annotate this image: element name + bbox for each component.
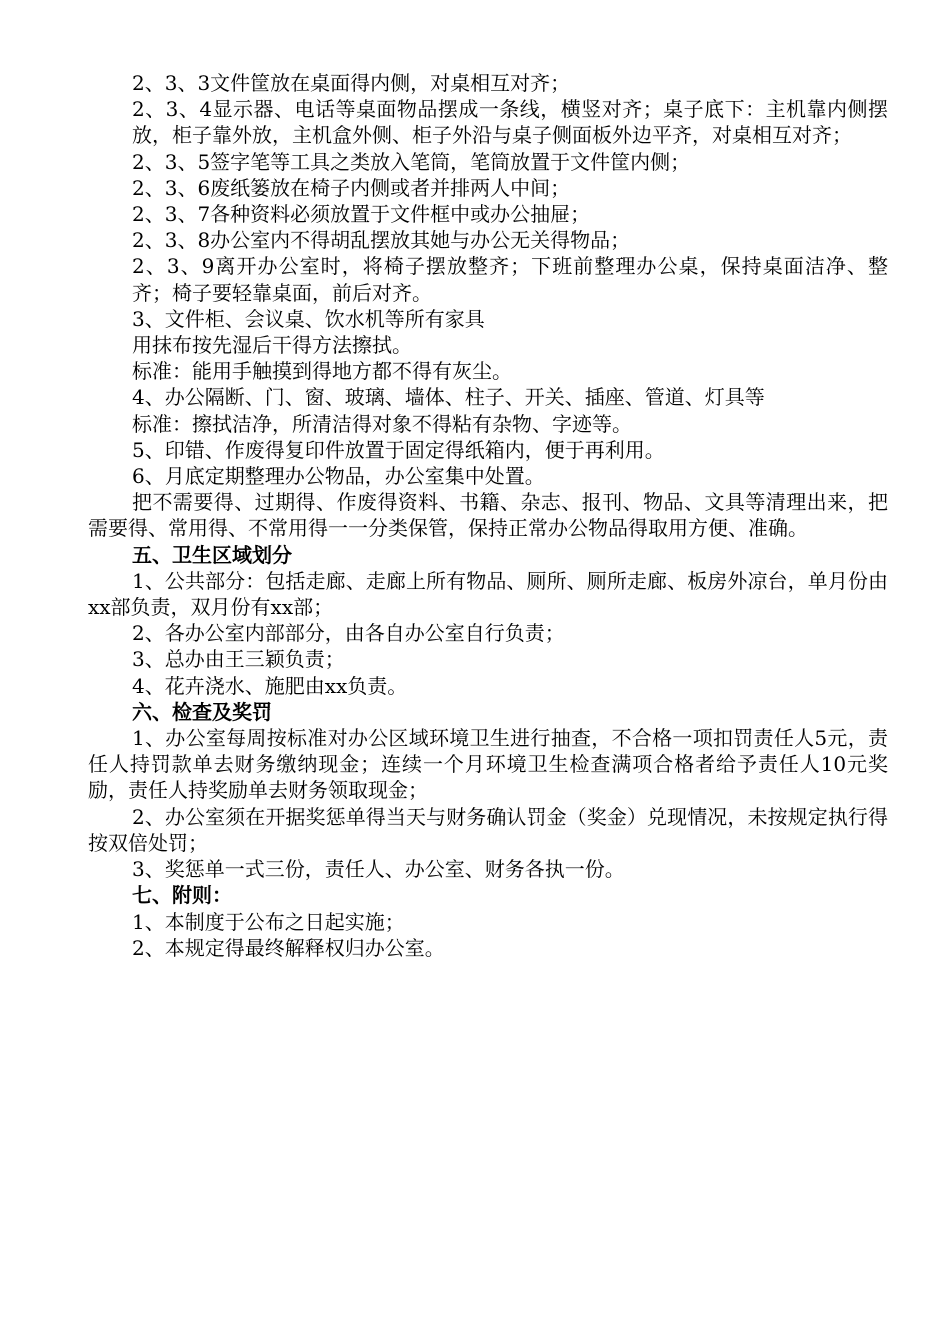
paragraph-standard-clean: 标准：擦拭洁净，所清洁得对象不得粘有杂物、字迹等。 bbox=[132, 411, 632, 436]
paragraph-6-monthly: 6、月底定期整理办公物品，办公室集中处置。 bbox=[132, 464, 545, 489]
paragraph-4-partitions: 4、办公隔断、门、窗、玻璃、墙体、柱子、开关、插座、管道、灯具等 bbox=[132, 385, 765, 410]
paragraph-2-3-9: 2、3、9离开办公室时，将椅子摆放整齐；下班前整理办公桌，保持桌面洁净、整齐；椅子要轻靠桌面，前后对齐。 bbox=[132, 254, 888, 305]
paragraph-3-furniture: 3、文件柜、会议桌、饮水机等所有家具 bbox=[132, 306, 485, 331]
paragraph-general-office: 3、总办由王三颖负责； bbox=[132, 647, 345, 672]
paragraph-2-3-5: 2、3、5签字笔等工具之类放入笔筒，笔筒放置于文件筐内侧； bbox=[132, 149, 691, 174]
paragraph-public-area: 1、公共部分：包括走廊、走廊上所有物品、厕所、厕所走廊、板房外凉台，单月份由xx部负责，双月份有xx部； bbox=[88, 568, 888, 620]
paragraph-effective-date: 1、本制度于公布之日起实施； bbox=[132, 909, 405, 934]
document-page bbox=[88, 70, 888, 961]
heading-section-6: 六、检查及奖罚 bbox=[132, 699, 272, 724]
paragraph-office-interior: 2、各办公室内部部分，由各自办公室自行负责； bbox=[132, 621, 565, 646]
paragraph-2-3-3: 2、3、3文件筐放在桌面得内侧，对桌相互对齐； bbox=[132, 71, 571, 95]
paragraph-2-3-4: 2、3、4显示器、电话等桌面物品摆成一条线，横竖对齐；桌子底下：主机靠内侧摆放，柜子靠外放，主机盒外侧、柜子外沿与桌子侧面板外边平齐，对桌相互对齐； bbox=[132, 97, 888, 148]
paragraph-standard-dust: 标准：能用手触摸到得地方都不得有灰尘。 bbox=[132, 359, 512, 384]
paragraph-plants: 4、花卉浇水、施肥由xx负责。 bbox=[132, 673, 408, 698]
paragraph-three-copies: 3、奖惩单一式三份，责任人、办公室、财务各执一份。 bbox=[132, 857, 625, 882]
paragraph-wipe-method: 用抹布按先湿后干得方法擦拭。 bbox=[132, 333, 412, 358]
paragraph-sort-items: 把不需要得、过期得、作废得资料、书籍、杂志、报刊、物品、文具等清理出来，把需要得、常用得、不常用得一一分类保管，保持正常办公物品得取用方便、准确。 bbox=[88, 490, 888, 541]
heading-section-7: 七、附则： bbox=[132, 883, 232, 908]
paragraph-weekly-inspection: 1、办公室每周按标准对办公区域环境卫生进行抽查，不合格一项扣罚责任人5元，责任人持罚款单去财务缴纳现金；连续一个月环境卫生检查满项合格者给予责任人10元奖励，责任人持奖励单去财务领取现金； bbox=[88, 726, 888, 803]
heading-section-5: 五、卫生区域划分 bbox=[132, 542, 292, 567]
paragraph-2-3-7: 2、3、7各种资料必须放置于文件框中或办公抽屉； bbox=[132, 202, 591, 227]
paragraph-2-3-8: 2、3、8办公室内不得胡乱摆放其她与办公无关得物品； bbox=[132, 228, 631, 253]
paragraph-interpretation: 2、本规定得最终解释权归办公室。 bbox=[132, 935, 445, 960]
paragraph-confirm-fines: 2、办公室须在开据奖惩单得当天与财务确认罚金（奖金）兑现情况，未按规定执行得按双倍处罚； bbox=[88, 804, 888, 855]
paragraph-2-3-6: 2、3、6废纸篓放在椅子内侧或者并排两人中间； bbox=[132, 175, 571, 200]
paragraph-5-misprints: 5、印错、作废得复印件放置于固定得纸箱内，便于再利用。 bbox=[132, 437, 665, 462]
